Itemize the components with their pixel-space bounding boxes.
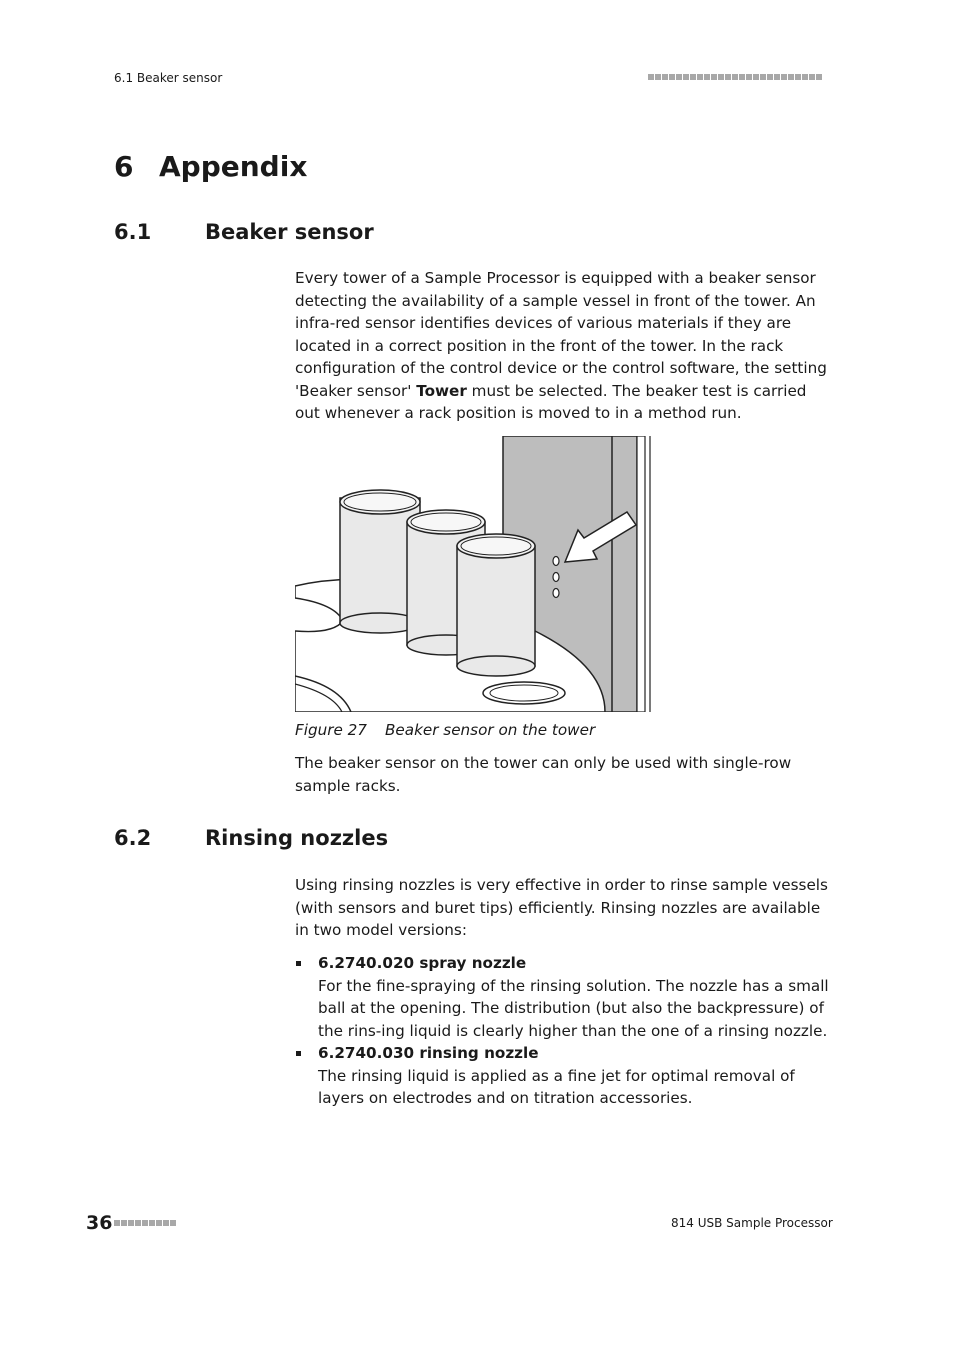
figure-label: Figure 27: [295, 721, 367, 739]
nozzle-list: [295, 952, 835, 1110]
paragraph-text: Every tower of a Sample Processor is equipped with a beaker sensor detecting the availability of a sample vessel in front of the tower. An infra-red sensor identifies devices of various materials if they are located in a correct position in the front of the tower. In the rack configuration of the control device or the control software, the setting 'Beaker sensor': [295, 269, 827, 400]
section-heading-rinsing-nozzles: [114, 826, 388, 850]
footer-decoration: [114, 1220, 176, 1226]
chapter-title: Appendix: [159, 150, 308, 183]
section-title: Rinsing nozzles: [205, 826, 389, 850]
chapter-heading: [114, 150, 307, 183]
section-number: 6.1: [114, 220, 152, 244]
rinsing-nozzles-paragraph: Using rinsing nozzles is very effective in order to rinse sample vessels (with sensors and buret tips) efficiently. Rinsing nozzles are available in two model versions:: [295, 876, 828, 939]
figure-caption-text: Beaker sensor on the tower: [385, 721, 596, 739]
bold-term-tower: Tower: [416, 381, 467, 400]
sensor-hole: [553, 573, 559, 582]
beaker-sensor-paragraph: [295, 267, 835, 425]
list-item-text: The rinsing liquid is applied as a fine jet for optimal removal of layers on electrodes and on titration accessories.: [318, 1066, 795, 1107]
beaker-3: [457, 534, 535, 676]
section-title: Beaker sensor: [205, 220, 374, 244]
list-item: [295, 952, 835, 1042]
paragraph-text: must be selected. The beaker test is carried out whenever a rack position is moved to in a method run.: [295, 381, 807, 422]
header-decoration: [648, 74, 822, 80]
section-heading-beaker-sensor: [114, 220, 374, 244]
running-header: 6.1 Beaker sensor: [114, 71, 223, 85]
list-item: [295, 1042, 835, 1110]
list-item-text: For the fine-spraying of the rinsing solution. The nozzle has a small ball at the opening. The distribution (but also the backpressure) of the rins-ing liquid is clearly higher than the one of a rinsing nozzle.: [318, 976, 829, 1040]
list-item-title: 6.2740.020 spray nozzle: [318, 954, 527, 972]
sensor-hole: [553, 557, 559, 566]
bullet-icon: [296, 1051, 301, 1056]
page-number: 36: [86, 1212, 113, 1234]
tower-note-paragraph: The beaker sensor on the tower can only be used with single-row sample racks.: [295, 754, 792, 795]
chapter-number: 6: [114, 150, 134, 183]
sensor-hole: [553, 589, 559, 598]
beaker-sensor-figure: [295, 436, 661, 712]
list-item-title: 6.2740.030 rinsing nozzle: [318, 1044, 539, 1062]
section-number: 6.2: [114, 826, 152, 850]
bullet-icon: [296, 961, 301, 966]
figure-caption: [295, 721, 595, 739]
footer-product-name: 814 USB Sample Processor: [671, 1216, 833, 1230]
